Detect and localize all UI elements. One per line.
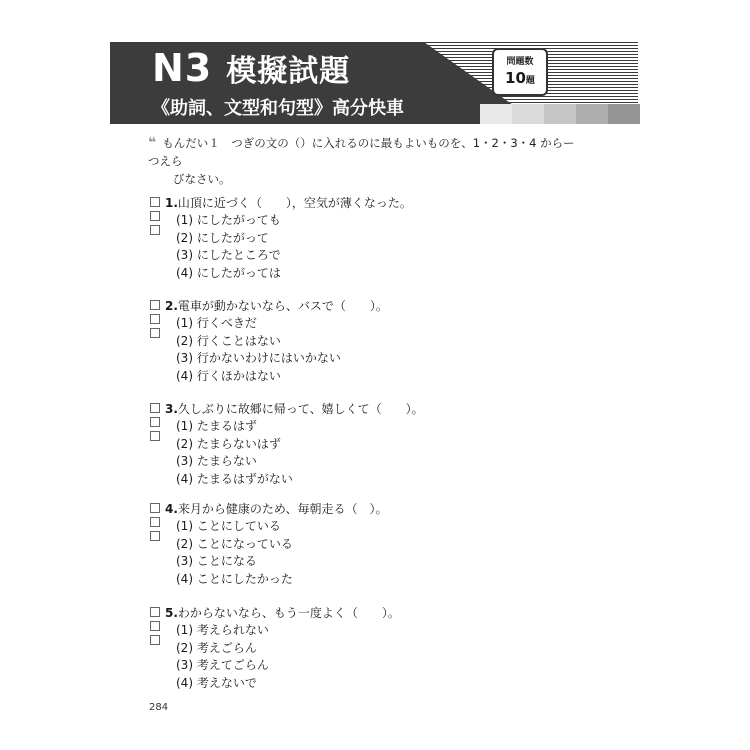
- checkbox[interactable]: [150, 314, 160, 324]
- option[interactable]: (3) 行かないわけにはいかない: [176, 351, 341, 365]
- check-boxes: [150, 607, 161, 649]
- option[interactable]: (1) 考えられない: [176, 623, 269, 637]
- checkbox[interactable]: [150, 431, 160, 441]
- question-count-box: [492, 48, 548, 96]
- option[interactable]: (1) ことにしている: [176, 519, 281, 533]
- checkbox[interactable]: [150, 621, 160, 631]
- checkbox[interactable]: [150, 197, 160, 207]
- option[interactable]: (4) ことにしたかった: [176, 571, 293, 586]
- option-list: [176, 212, 281, 282]
- option[interactable]: (3) たまらない: [176, 454, 257, 468]
- option-list: [176, 518, 293, 588]
- option[interactable]: (4) 行くほかはない: [176, 368, 281, 383]
- question-number: 5.: [165, 606, 178, 620]
- checkbox[interactable]: [150, 635, 160, 645]
- option[interactable]: (1) 行くべきだ: [176, 316, 257, 330]
- question-text: [165, 194, 412, 211]
- question-stem: 久しぶりに故郷に帰って、嬉しくて（ ）。: [177, 402, 424, 416]
- question-number: 3.: [165, 402, 178, 416]
- level-label: N3: [152, 46, 213, 90]
- checkbox[interactable]: [150, 417, 160, 427]
- quote-icon: ❝: [148, 135, 157, 151]
- question-count-label: 問題数: [506, 57, 534, 67]
- option[interactable]: (2) たまらないはず: [176, 436, 281, 451]
- checkbox[interactable]: [150, 503, 160, 513]
- option[interactable]: (4) 考えないで: [176, 675, 257, 690]
- option[interactable]: (2) 行くことはない: [176, 333, 281, 348]
- question-text: [165, 297, 388, 314]
- header-banner: [110, 42, 638, 124]
- option[interactable]: (2) 考えごらん: [176, 640, 257, 655]
- question-stem: 電車が動かないなら、バスで（ ）。: [177, 299, 388, 313]
- question-stem: わからないなら、もう一度よく（ ）。: [177, 606, 400, 620]
- page-number: 284: [149, 702, 169, 713]
- header-gray-steps: [480, 104, 640, 124]
- checkbox[interactable]: [150, 300, 160, 310]
- question-text: [165, 500, 387, 517]
- option[interactable]: (1) にしたがっても: [176, 213, 281, 227]
- option[interactable]: (4) にしたがっては: [176, 265, 281, 280]
- instruction: [148, 134, 578, 188]
- checkbox[interactable]: [150, 531, 160, 541]
- page-title: [152, 46, 350, 90]
- checkbox[interactable]: [150, 403, 160, 413]
- question-count-unit: 題: [525, 76, 535, 86]
- check-boxes: [150, 503, 161, 545]
- page-subtitle: 《助詞、文型和句型》高分快車: [152, 98, 404, 119]
- question-text: [165, 604, 400, 621]
- check-boxes: [150, 197, 161, 239]
- question-text: [165, 400, 424, 417]
- option[interactable]: (1) たまるはず: [176, 419, 257, 433]
- option-list: [176, 622, 269, 692]
- question-number: 4.: [165, 502, 178, 516]
- instruction-line-2: びなさい。: [173, 172, 231, 186]
- instruction-line-1: もんだい１ つぎの文の（）に入れるのに最もよいものを、1・2・3・4 からーつえら: [148, 136, 575, 168]
- option-list: [176, 315, 341, 385]
- question-stem: 来月から健康のため、毎朝走る（ ）。: [177, 502, 388, 516]
- checkbox[interactable]: [150, 211, 160, 221]
- checkbox[interactable]: [150, 225, 160, 235]
- title-text: 模擬試題: [226, 54, 351, 89]
- question-count-value: 10: [505, 69, 526, 87]
- option-list: [176, 418, 293, 488]
- checkbox[interactable]: [150, 517, 160, 527]
- check-boxes: [150, 300, 161, 342]
- question-number: 2.: [165, 299, 178, 313]
- question-number: 1.: [165, 196, 178, 210]
- checkbox[interactable]: [150, 328, 160, 338]
- question-count: [494, 69, 546, 87]
- option[interactable]: (4) たまるはずがない: [176, 471, 293, 486]
- option[interactable]: (2) ことになっている: [176, 536, 293, 551]
- option[interactable]: (3) にしたところで: [176, 248, 281, 262]
- option[interactable]: (3) ことになる: [176, 554, 257, 568]
- option[interactable]: (3) 考えてごらん: [176, 658, 269, 672]
- checkbox[interactable]: [150, 607, 160, 617]
- option[interactable]: (2) にしたがって: [176, 230, 269, 245]
- check-boxes: [150, 403, 161, 445]
- question-stem: 山頂に近づく（ ），空気が薄くなった。: [177, 196, 412, 210]
